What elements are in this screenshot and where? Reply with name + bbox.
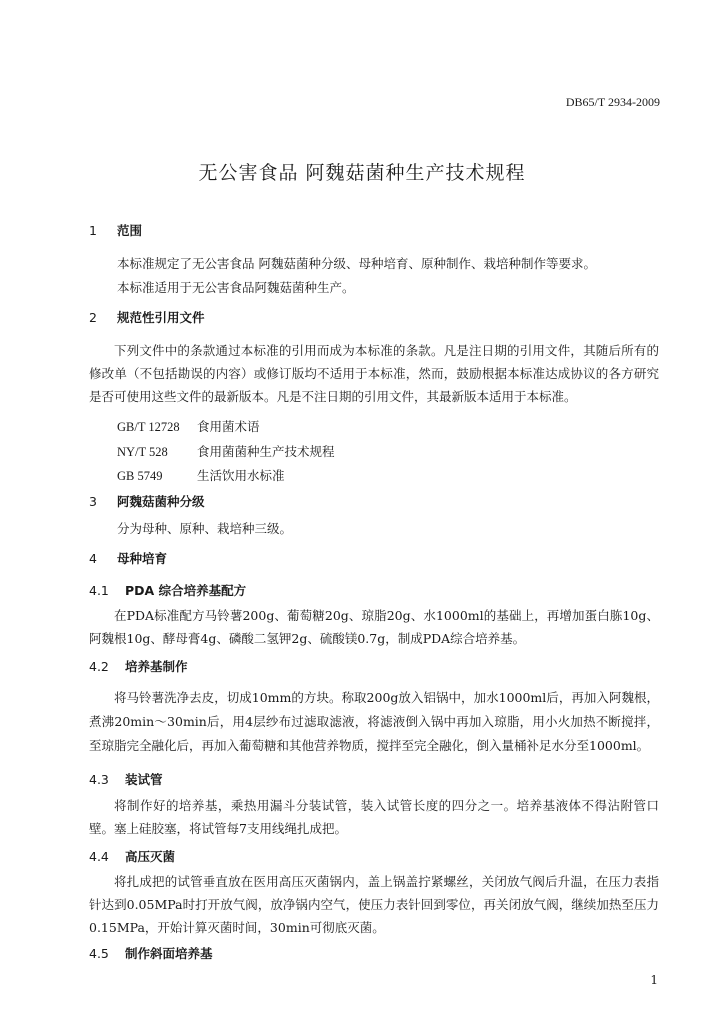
section-4-3-heading [89,770,163,788]
section-title: 范围 [117,223,143,238]
reference-item [117,442,335,460]
reference-code: GB/T 12728 [117,420,180,434]
section-number: 2 [89,310,97,325]
document-title: 无公害食品 阿魏菇菌种生产技术规程 [198,162,526,184]
section-title: 制作斜面培养基 [125,946,213,961]
reference-code: GB 5749 [117,469,163,483]
paragraph: 本标准适用于无公害食品阿魏菇菌种生产。 [117,280,355,295]
section-title: 阿魏菇菌种分级 [117,494,205,509]
section-number: 4.4 [89,849,109,864]
paragraph: 本标准规定了无公害食品 阿魏菇菌种分级、母种培育、原种制作、栽培种制作等要求。 [117,256,596,271]
section-number: 4.5 [89,946,109,961]
paragraph: 将扎成把的试管垂直放在医用高压灭菌锅内，盖上锅盖拧紧螺丝，关闭放气阀后升温，在压力表指针达到0.05MPa时打开放气阀，放净锅内空气，使压力表针回到零位，再关闭放气阀，继续加热至压力0.15MPa，开始计算灭菌时间，30min可彻底灭菌。 [89,874,659,935]
paragraph: 将制作好的培养基，乘热用漏斗分装试管，装入试管长度的四分之一。培养基液体不得沾附管口壁。塞上硅胶塞，将试管每7支用线绳扎成把。 [89,798,659,836]
reference-code: NY/T 528 [117,445,168,459]
section-4-5-heading [89,944,213,962]
section-4-1-heading [89,581,246,599]
standard-code: DB65/T 2934-2009 [565,95,660,109]
section-title: 培养基制作 [125,659,188,674]
reference-item [117,417,260,435]
paragraph: 在PDA标准配方马铃薯200g、葡萄糖20g、琼脂20g、水1000ml的基础上，再增加蛋白胨10g、阿魏根10g、酵母膏4g、磷酸二氢钾2g、硫酸镁0.7g，制成PDA综合培养基。 [89,608,659,646]
reference-name: 食用菌术语 [197,419,260,434]
section-title: PDA 综合培养基配方 [125,583,247,598]
paragraph: 将马铃薯洗净去皮，切成10mm的方块。称取200g放入铝锅中，加水1000ml后，再加入阿魏根，煮沸20min～30min后，用4层纱布过滤取滤液，将滤液倒入锅中再加入琼脂，用小火加热不断搅拌，至琼脂完全融化后，再加入葡萄糖和其他营养物质，搅拌至完全融化，倒入量桶补足水分至1000ml。 [89,690,659,753]
section-number: 3 [89,494,97,509]
section-number: 4 [89,551,97,566]
section-title: 高压灭菌 [125,849,176,864]
section-1-heading [89,221,142,239]
paragraph: 分为母种、原种、栽培种三级。 [117,521,293,536]
page-number: 1 [650,973,658,987]
section-4-2-heading [89,657,188,675]
section-number: 4.1 [89,583,109,598]
reference-name: 生活饮用水标准 [197,468,285,483]
paragraph: 下列文件中的条款通过本标准的引用而成为本标准的条款。凡是注日期的引用文件，其随后所有的修改单（不包括勘误的内容）或修订版均不适用于本标准，然而，鼓励根据本标准达成协议的各方研究是否可使用这些文件的最新版本。凡是不注日期的引用文件，其最新版本适用于本标准。 [89,343,659,404]
section-number: 4.2 [89,659,109,674]
section-3-heading [89,492,205,510]
section-title: 母种培育 [117,551,168,566]
section-number: 4.3 [89,772,109,787]
section-title: 规范性引用文件 [117,310,205,325]
reference-item [117,466,285,484]
section-4-4-heading [89,847,175,865]
section-2-heading [89,308,205,326]
section-number: 1 [89,223,97,238]
reference-name: 食用菌菌种生产技术规程 [197,444,335,459]
section-4-heading [89,549,167,567]
section-title: 装试管 [125,772,163,787]
